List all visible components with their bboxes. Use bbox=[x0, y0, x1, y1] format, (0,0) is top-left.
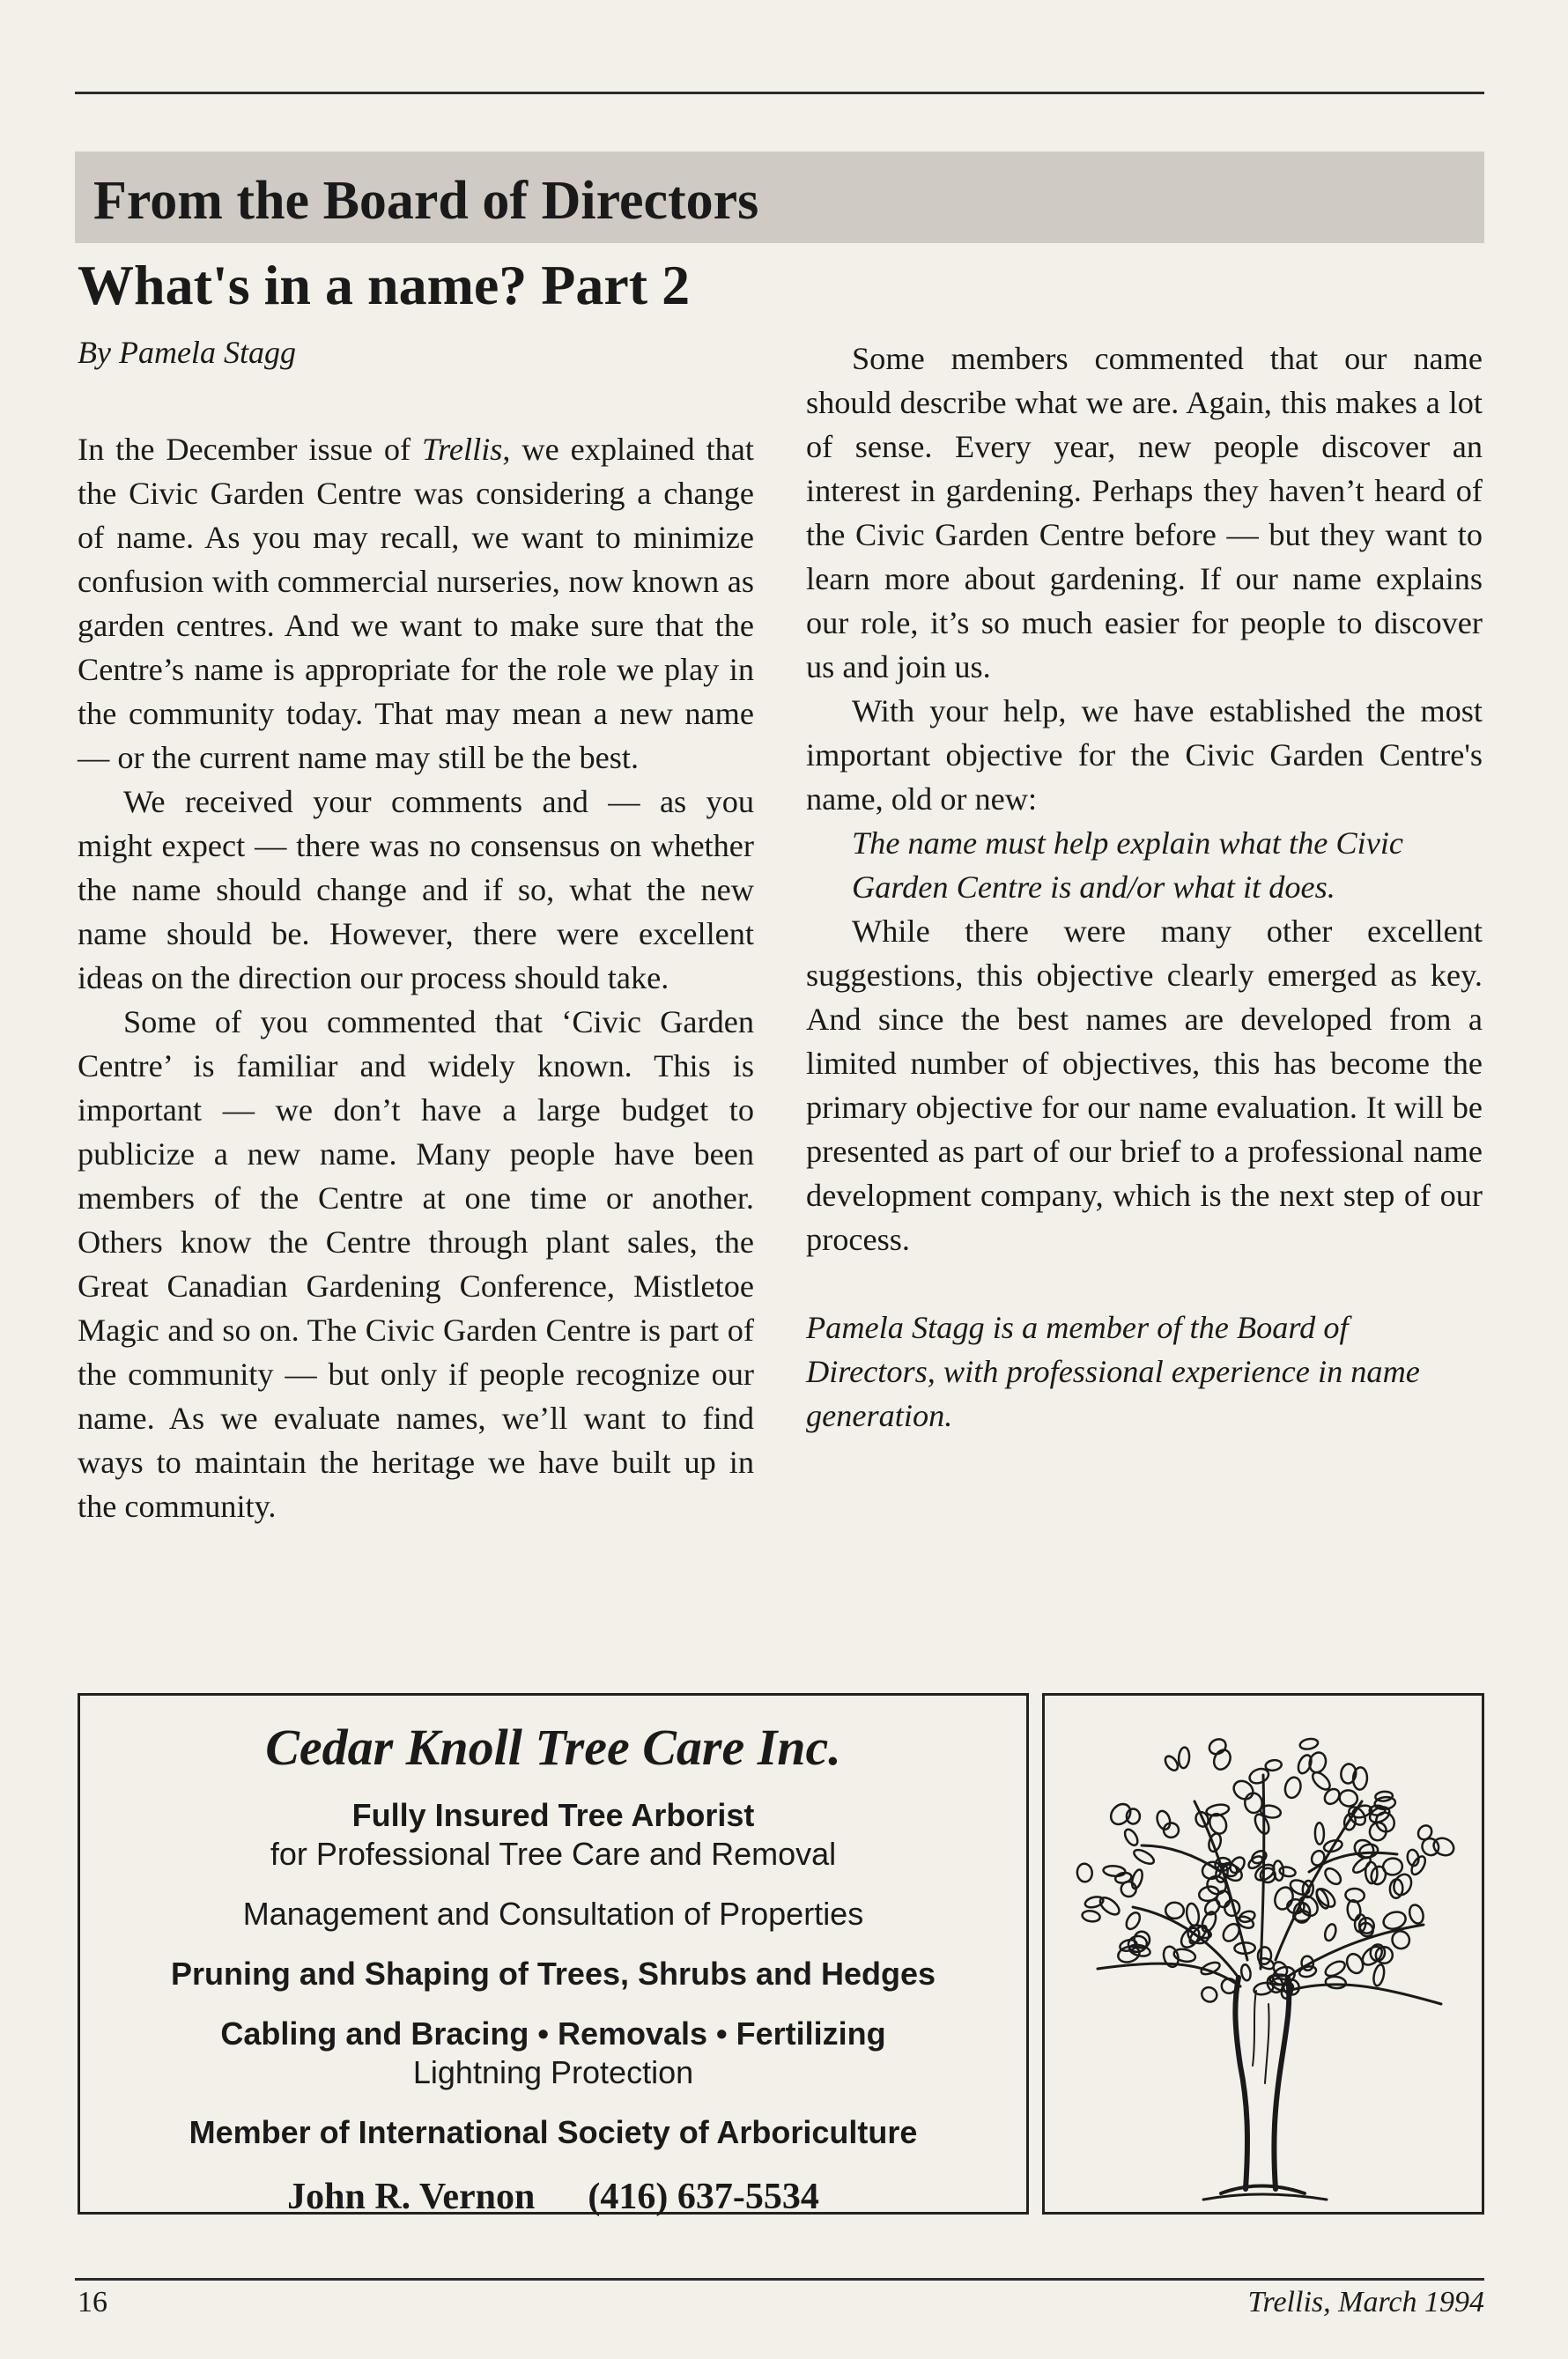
leaf-mark bbox=[1165, 1902, 1184, 1919]
article-paragraph-3: Some of you commented that ‘Civic Garden Centre’ is familiar and widely known. This is important — we don’t have a large budget to publicize a new name. Many people have been members of the Centre at one time or another. Others know the Centre through plant sales, the Great Canadian Gardening Conference, Mistletoe Magic and so on. The Civic Garden Centre is part of the community — but only if people recognize our name. As we evaluate names, we’ll want to find ways to maintain the heritage we have built up in the community. bbox=[78, 1004, 754, 1524]
leaf-mark bbox=[1382, 1858, 1403, 1876]
byline: By Pamela Stagg bbox=[78, 335, 296, 370]
leaf-mark bbox=[1124, 1911, 1143, 1932]
leaf-mark bbox=[1307, 1750, 1328, 1774]
article-column-right bbox=[806, 336, 1483, 1438]
top-rule bbox=[75, 92, 1484, 94]
ad-tagline-1: Fully Insured Tree Arborist bbox=[351, 1797, 755, 1833]
leaf-mark bbox=[1076, 1863, 1093, 1882]
article-paragraph-2: We received your comments and — as you might expect — there was no consensus on whether the name should change and if so, what the new name should be. However, there were excellent ideas on the direction our process should take. bbox=[78, 784, 754, 995]
leaf-mark bbox=[1132, 1847, 1156, 1867]
ad-contact-phone: (416) 637-5534 bbox=[588, 2177, 819, 2217]
leaf-mark bbox=[1199, 1985, 1219, 2005]
article-paragraph-5: With your help, we have established the most important objective for the Civic Garden Centre's name, old or new: bbox=[806, 693, 1483, 817]
leaf-mark bbox=[1315, 1823, 1324, 1845]
article-column-left bbox=[78, 427, 754, 1528]
leaf-mark bbox=[1283, 1776, 1303, 1800]
leaf-mark bbox=[1172, 1948, 1196, 1963]
author-bio: Pamela Stagg is a member of the Board of Directors, with professional experience in name generation. bbox=[806, 1310, 1420, 1433]
article-paragraph-4: Some members commented that our name should describe what we are. Again, this makes a lot of sense. Every year, new people discover an interest in gardening. Perhaps they haven’t heard of the Civic Garden Centre before — but they want to learn more about gardening. If our name explains our role, it’s so much easier for people to discover us and join us. bbox=[806, 341, 1483, 684]
leaf-mark bbox=[1273, 1860, 1284, 1881]
leaf-mark bbox=[1253, 1812, 1272, 1836]
leaf-mark bbox=[1178, 1747, 1189, 1768]
ad-service-2: Pruning and Shaping of Trees, Shrubs and Hedges bbox=[170, 1956, 936, 1992]
leaf-mark bbox=[1240, 1963, 1252, 1981]
leaf-mark bbox=[1130, 1868, 1144, 1889]
leaf-mark bbox=[1185, 1903, 1200, 1926]
section-title: From the Board of Directors bbox=[93, 171, 759, 231]
leaf-mark bbox=[1122, 1827, 1140, 1847]
leaf-mark bbox=[1372, 1963, 1387, 1986]
leaf-mark bbox=[1345, 1804, 1368, 1828]
leaf-mark bbox=[1211, 1748, 1233, 1772]
footer-issue: Trellis, March 1994 bbox=[1247, 2286, 1484, 2318]
ad-contact bbox=[80, 2175, 1026, 2219]
leaf-mark bbox=[1163, 1754, 1180, 1772]
leaf-mark bbox=[1244, 1793, 1263, 1814]
ad-tagline-2: for Professional Tree Care and Removal bbox=[270, 1836, 837, 1872]
leaf-mark bbox=[1389, 1879, 1403, 1898]
article-paragraph-closing: While there were many other excellent suggestions, this objective clearly emerged as key. And since the best names are developed from a limited number of objectives, this has become the primary objective for our name evaluation. It will be presented as part of our brief to a professional name development company, which is the next step of our process. bbox=[806, 913, 1483, 1257]
leaf-mark bbox=[1279, 1866, 1297, 1877]
leaf-mark bbox=[1338, 1789, 1358, 1808]
ad-service-3: Cabling and Bracing • Removals • Fertilizing bbox=[220, 2015, 886, 2052]
article-title: What's in a name? Part 2 bbox=[78, 254, 691, 316]
leaf-mark bbox=[1408, 1903, 1426, 1925]
leaf-mark bbox=[1310, 1770, 1333, 1793]
leaf-mark bbox=[1299, 1737, 1319, 1750]
ad-contact-name: John R. Vernon bbox=[287, 2177, 536, 2217]
tree-icon bbox=[1045, 1696, 1482, 2212]
name-objective: The name must help explain what the Civic Garden Centre is and/or what it does. bbox=[852, 825, 1404, 905]
leaf-mark bbox=[1325, 1976, 1346, 1989]
leaf-mark bbox=[1253, 1981, 1274, 1996]
ad-illustration-box bbox=[1042, 1693, 1484, 2215]
leaf-mark bbox=[1082, 1910, 1101, 1923]
leaf-mark bbox=[1322, 1866, 1343, 1887]
bottom-rule bbox=[75, 2278, 1484, 2281]
leaf-mark bbox=[1368, 1821, 1388, 1843]
leaf-mark bbox=[1323, 1923, 1338, 1942]
leaf-mark bbox=[1103, 1865, 1126, 1877]
ad-membership: Member of International Society of Arboriculture bbox=[189, 2114, 918, 2150]
ad-service-4: Lightning Protection bbox=[412, 2054, 694, 2090]
ad-company-name: Cedar Knoll Tree Care Inc. bbox=[265, 1719, 841, 1776]
publication-name: Trellis bbox=[421, 432, 503, 467]
ad-service-1: Management and Consultation of Properties bbox=[242, 1896, 864, 1932]
page-number: 16 bbox=[78, 2286, 107, 2318]
leaf-mark bbox=[1118, 1879, 1139, 1900]
article-paragraph-1: In the December issue of Trellis, we explained that the Civic Garden Centre was considering a change of name. As you may recall, we want to minimize confusion with commercial nurseries, now known as garden centres. And we want to make sure that the Centre’s name is appropriate for the role we play in the community today. That may mean a new name — or the current name may still be the best. bbox=[78, 432, 754, 775]
advertisement bbox=[78, 1693, 1029, 2215]
leaf-mark bbox=[1344, 1951, 1366, 1976]
